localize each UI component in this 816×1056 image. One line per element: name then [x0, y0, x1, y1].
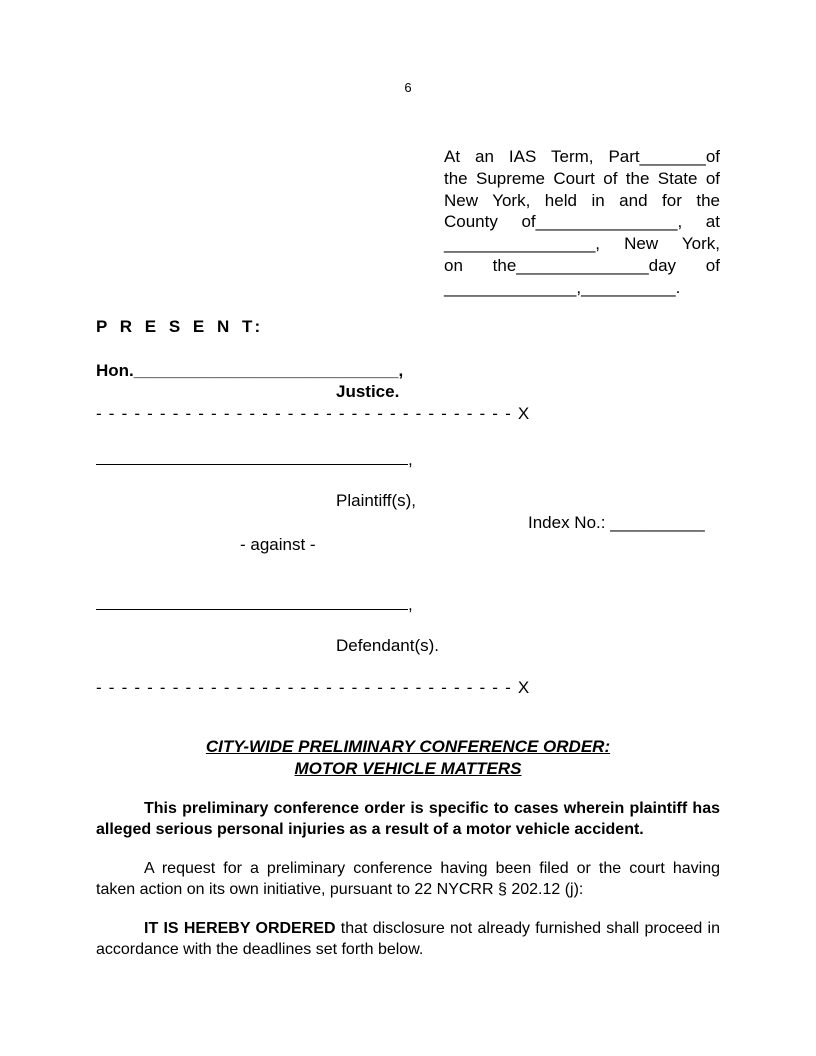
page-number: 6 [404, 80, 412, 95]
order-title-line-2: MOTOR VEHICLE MATTERS [294, 758, 522, 778]
index-number-field: Index No.: __________ [528, 513, 705, 532]
defendant-label: Defendant(s). [336, 636, 439, 655]
defendant-name-line [96, 593, 413, 615]
plaintiff-name-blank [96, 448, 408, 465]
plaintiff-comma: , [408, 450, 413, 469]
caption-line: the Supreme Court of the State of [444, 168, 720, 188]
justice-label: Justice. [336, 382, 400, 401]
order-paragraph [96, 919, 720, 960]
against-label: - against - [240, 535, 316, 554]
judge-name-line: Hon.____________________________, [96, 361, 404, 380]
caption-line: ______________,__________. [444, 277, 681, 297]
caption-line: on the______________day of [444, 255, 720, 275]
caption-line: New York, held in and for the [444, 190, 720, 210]
scope-paragraph: This preliminary conference order is specific to cases wherein plaintiff has alleged serious personal injuries as a result of a motor vehicle accident. [96, 800, 720, 838]
defendant-comma: , [408, 595, 413, 614]
caption-line: County of_______________, at [444, 212, 720, 232]
defendant-name-blank [96, 593, 408, 610]
plaintiff-label: Plaintiff(s), [336, 491, 416, 510]
present-label: P R E S E N T: [96, 317, 265, 336]
caption-line: ________________, New York, [444, 234, 720, 254]
caption-divider-bottom: - - - - - - - - - - - - - - - - - - - - - - - - - - - - - - - - - X [96, 678, 531, 697]
ordered-phrase: IT IS HEREBY ORDERED [144, 920, 336, 937]
order-title [96, 736, 720, 779]
court-caption-block [444, 146, 720, 299]
request-paragraph: A request for a preliminary conference having been filed or the court having taken action on its own initiative, pursuant to 22 NYCRR § 202.12 (j): [96, 860, 720, 898]
caption-divider-top: - - - - - - - - - - - - - - - - - - - - - - - - - - - - - - - - - X [96, 404, 531, 423]
plaintiff-name-line [96, 448, 413, 470]
caption-line: At an IAS Term, Part_______of [444, 147, 720, 166]
order-title-line-1: CITY-WIDE PRELIMINARY CONFERENCE ORDER: [205, 737, 611, 756]
order-text: that disclosure not already furnished shall proceed in accordance with the deadlines set forth below. [96, 920, 721, 958]
